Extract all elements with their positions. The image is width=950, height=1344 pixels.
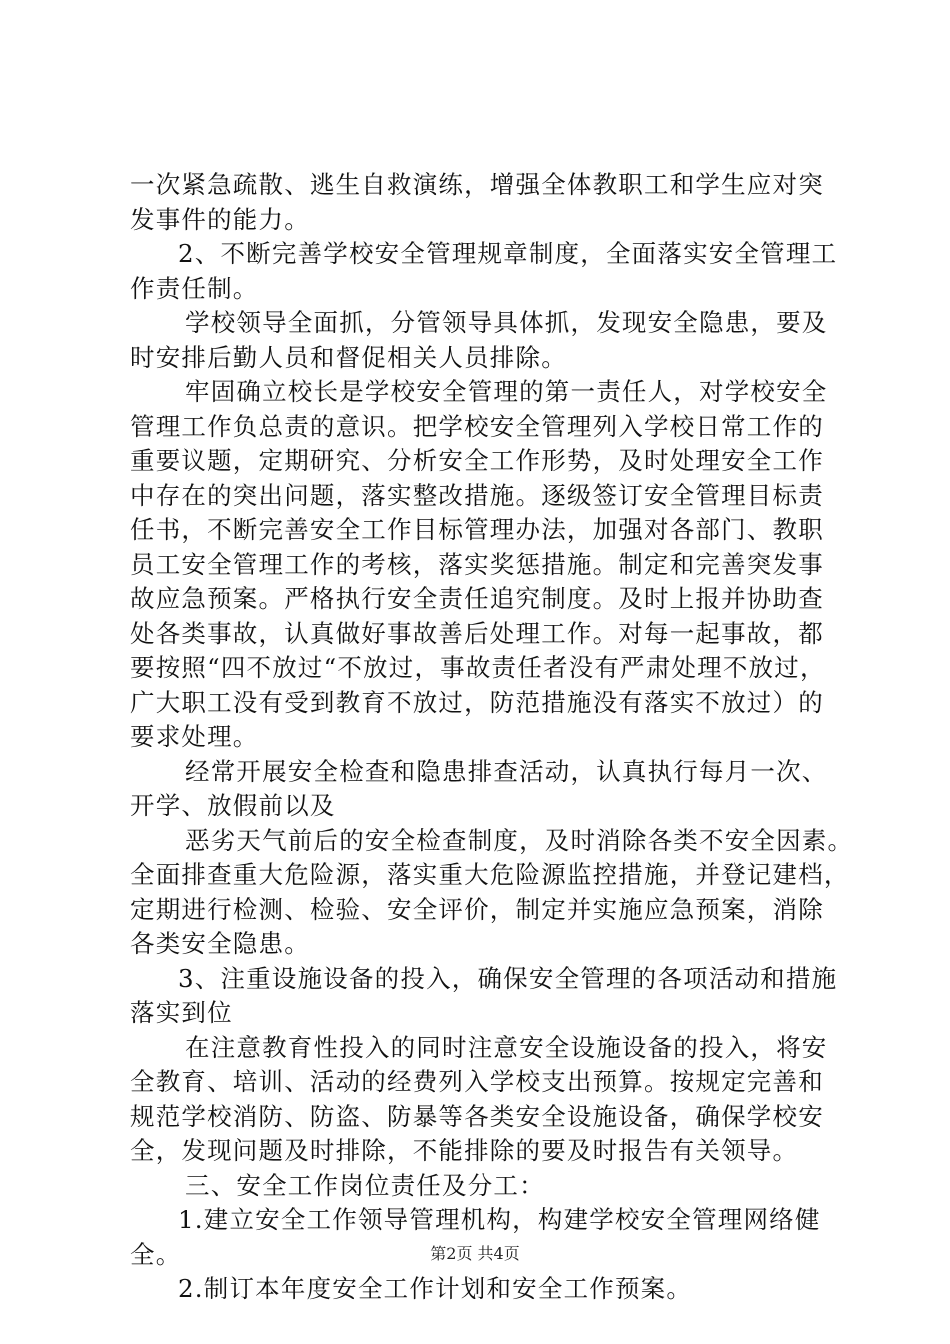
text-line: 规范学校消防、防盗、防暴等各类安全设施设备，确保学校安 xyxy=(130,1101,824,1131)
text-line: 发事件的能力。 xyxy=(130,204,310,234)
text-line: 故应急预案。严格执行安全责任追究制度。及时上报并协助查 xyxy=(130,584,824,613)
text-line: 落实到位 xyxy=(130,998,233,1027)
text-line: 经常开展安全检查和隐患排查活动，认真执行每月一次、 xyxy=(185,756,828,786)
text-line: 全，发现问题及时排除，不能排除的要及时报告有关领导。 xyxy=(130,1136,799,1165)
text-line: 广大职工没有受到教育不放过，防范措施没有落实不放过）的 xyxy=(130,687,824,717)
text-line: 全面排查重大危险源，落实重大危险源监控措施，并登记建档， xyxy=(130,860,850,889)
text-line: 重要议题，定期研究、分析安全工作形势，及时处理安全工作 xyxy=(130,446,824,475)
text-line: 任书，不断完善安全工作目标管理办法，加强对各部门、教职 xyxy=(130,515,824,544)
text-line: 牢固确立校长是学校安全管理的第一责任人，对学校安全 xyxy=(185,377,828,406)
text-line: 恶劣天气前后的安全检查制度，及时消除各类不安全因素。 xyxy=(185,825,854,855)
text-line: 全。 xyxy=(130,1239,182,1269)
text-line: 全教育、培训、活动的经费列入学校支出预算。按规定完善和 xyxy=(130,1067,824,1096)
text-line: 开学、放假前以及 xyxy=(130,791,336,820)
text-line: 要求处理。 xyxy=(130,722,259,751)
text-line: 一次紧急疏散、逃生自救演练，增强全体教职工和学生应对突 xyxy=(130,170,824,199)
text-line: 2、不断完善学校安全管理规章制度，全面落实安全管理工 xyxy=(178,239,838,268)
text-line: 在注意教育性投入的同时注意安全设施设备的投入，将安 xyxy=(185,1032,828,1062)
text-line: 要按照“四不放过“不放过，事故责任者没有严肃处理不放过， xyxy=(130,653,826,682)
text-line: 中存在的突出问题，落实整改措施。逐级签订安全管理目标责 xyxy=(130,480,824,510)
text-line: 1.建立安全工作领导管理机构，构建学校安全管理网络健 xyxy=(178,1205,821,1234)
section-heading: 三、安全工作岗位责任及分工： xyxy=(185,1170,545,1200)
text-line: 定期进行检测、检验、安全评价，制定并实施应急预案，消除 xyxy=(130,894,824,924)
text-line: 2.制订本年度安全工作计划和安全工作预案。 xyxy=(178,1274,693,1303)
text-line: 管理工作负总责的意识。把学校安全管理列入学校日常工作的 xyxy=(130,411,824,441)
text-line: 作责任制。 xyxy=(130,273,259,303)
text-line: 3、注重设施设备的投入，确保安全管理的各项活动和措施 xyxy=(178,963,838,993)
text-line: 处各类事故，认真做好事故善后处理工作。对每一起事故，都 xyxy=(130,618,824,648)
text-line: 时安排后勤人员和督促相关人员排除。 xyxy=(130,342,567,372)
body-text xyxy=(130,168,854,1307)
text-line: 员工安全管理工作的考核，落实奖惩措施。制定和完善突发事 xyxy=(130,549,824,579)
text-line: 学校领导全面抓，分管领导具体抓，发现安全隐患，要及 xyxy=(185,308,828,337)
text-line: 各类安全隐患。 xyxy=(130,929,310,958)
page-number: 第2页 共4页 xyxy=(430,1244,520,1263)
